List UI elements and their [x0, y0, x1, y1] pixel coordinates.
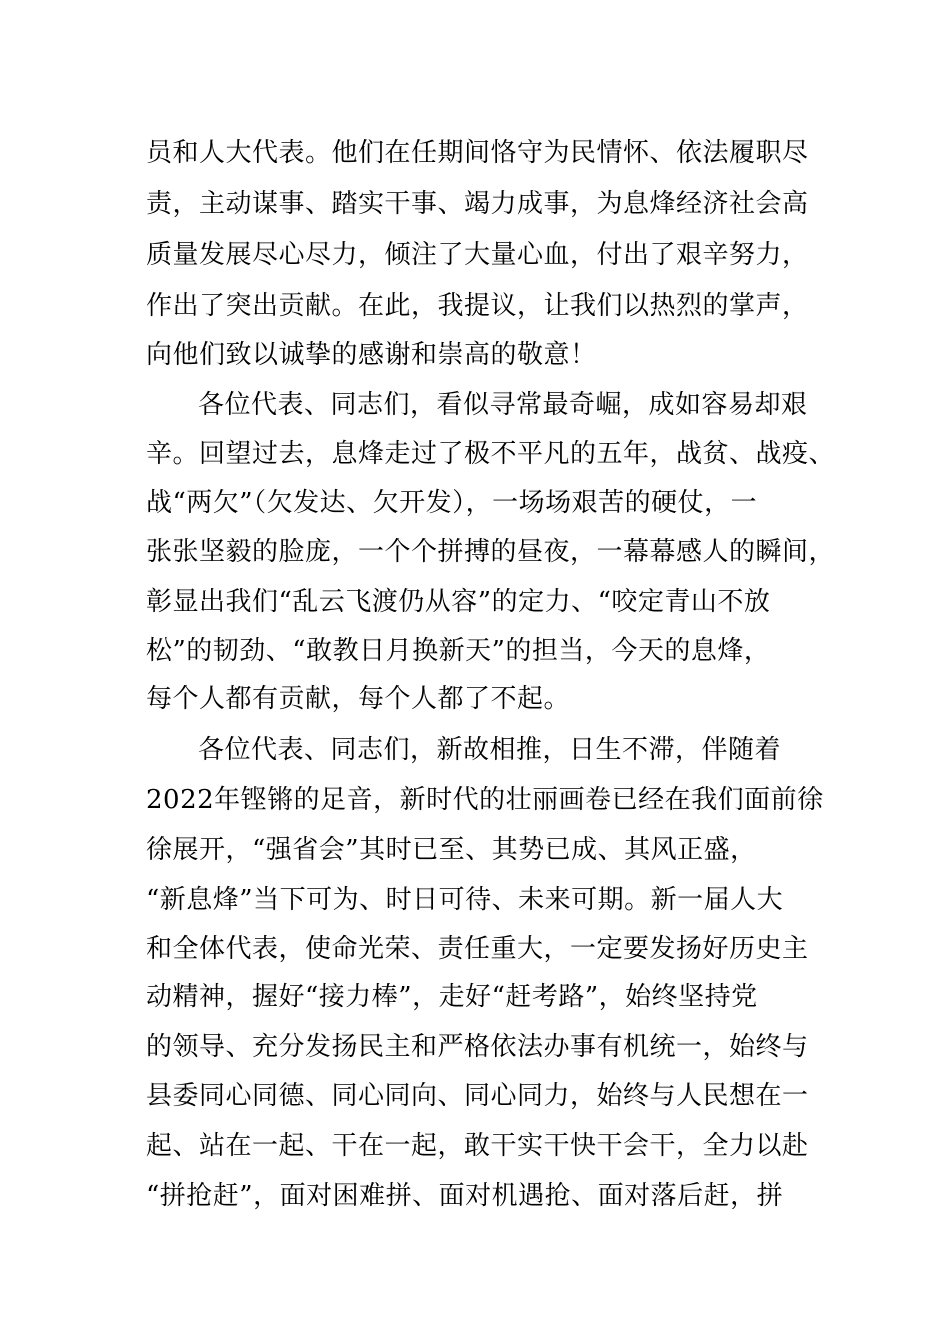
paragraph-first-line: 各位代表、同志们，新故相推，日生不滞，伴随着 [198, 735, 782, 765]
text-line: 员和人大代表。他们在任期间恪守为民情怀、依法履职尽 [146, 138, 809, 168]
text-line: 松”的韧劲、“敢教日月换新天”的担当，今天的息烽， [146, 636, 771, 666]
text-line: 战“两欠”（欠发达、欠开发），一场场艰苦的硬仗，一 [146, 488, 758, 518]
text-line: 向他们致以诚挚的感谢和崇高的敬意！ [146, 340, 597, 370]
text-line: 和全体代表，使命光荣、责任重大，一定要发扬好历史主 [146, 934, 809, 964]
text-line: “新息烽”当下可为、时日可待、未来可期。新一届人大 [146, 885, 784, 915]
text-line: 动精神，握好“接力棒”，走好“赶考路”，始终坚持党 [146, 982, 758, 1012]
text-line: 的领导、充分发扬民主和严格依法办事有机统一，始终与 [146, 1032, 809, 1062]
text-line: 张张坚毅的脸庞，一个个拼搏的昼夜，一幕幕感人的瞬间， [146, 537, 836, 567]
paragraph-first-line: 各位代表、同志们，看似寻常最奇崛，成如容易却艰 [198, 390, 808, 420]
text-line: 2022年铿锵的足音，新时代的壮丽画卷已经在我们面前徐 [146, 785, 824, 815]
text-line: 质量发展尽心尽力，倾注了大量心血，付出了艰辛努力， [146, 240, 809, 270]
text-line: 彰显出我们“乱云飞渡仍从容”的定力、“咬定青山不放 [146, 587, 771, 617]
text-line: 县委同心同德、同心同向、同心同力，始终与人民想在一 [146, 1081, 809, 1111]
text-line: 起、站在一起、干在一起，敢干实干快干会干，全力以赴 [146, 1131, 809, 1161]
text-line: “拼抢赶”，面对困难拼、面对机遇抢、面对落后赶，拼 [146, 1181, 784, 1211]
text-line: 徐展开，“强省会”其时已至、其势已成、其风正盛， [146, 835, 757, 865]
text-line: 辛。回望过去，息烽走过了极不平凡的五年，战贫、战疫、 [146, 439, 836, 469]
text-line: 作出了突出贡献。在此，我提议，让我们以热烈的掌声， [146, 291, 809, 321]
text-line: 每个人都有贡献，每个人都了不起。 [146, 684, 571, 714]
text-line: 责，主动谋事、踏实干事、竭力成事，为息烽经济社会高 [146, 189, 809, 219]
